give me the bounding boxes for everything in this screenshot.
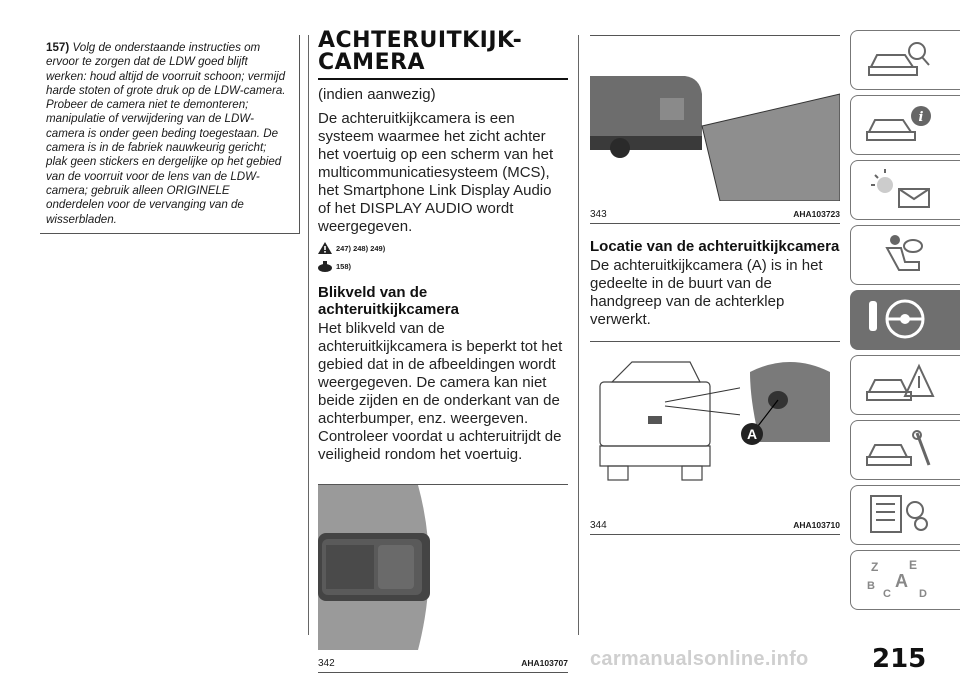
tab-specs-gear[interactable] [850, 485, 960, 545]
svg-text:E: E [909, 558, 918, 572]
tab-car-service[interactable] [850, 420, 960, 480]
fov-diagram-image [318, 485, 568, 650]
page-number: 215 [872, 644, 927, 674]
warning-number: 157) [46, 41, 70, 54]
steering-key-icon [865, 297, 935, 341]
tab-index[interactable] [850, 550, 960, 610]
car-hazard-icon [865, 362, 935, 406]
car-info-icon [865, 102, 935, 146]
rear-view-image [590, 36, 840, 201]
index-letters-icon [865, 557, 935, 601]
callout-label-a: A [746, 426, 758, 442]
warning-triangle-icon [318, 242, 332, 254]
figure-342 [318, 484, 568, 673]
tab-airbag-seat[interactable] [850, 225, 960, 285]
specs-gear-icon [865, 492, 935, 536]
intro-paragraph: De achteruitkijkcamera is een systeem waarmee het zicht achter het voertuig op een scherm van het multicommunicatiesysteem (MCS), het Smartphone Link Display Audio of het DISPLAY AUDIO wordt weergegeven. [318, 110, 554, 235]
location-heading: Locatie van de achteruitkijkcamera [590, 238, 840, 255]
figure-caption: 343 AHA103723 [590, 209, 840, 220]
tab-warning-lights[interactable] [850, 160, 960, 220]
tab-car-search[interactable] [850, 30, 960, 90]
figure-caption: 342 AHA103707 [318, 658, 568, 669]
location-paragraph: De achteruitkijkcamera (A) is in het gedeelte in de buurt van de handgreep van de achterklep verwerkt. [590, 257, 823, 328]
figure-caption: 344 AHA103710 [590, 520, 840, 531]
fov-heading: Blikveld van de achteruitkijkcamera [318, 284, 459, 318]
svg-text:D: D [919, 588, 927, 600]
svg-text:A: A [895, 571, 908, 591]
svg-text:C: C [883, 588, 891, 600]
warning-column [40, 35, 300, 234]
svg-text:Z: Z [871, 560, 879, 574]
main-column [318, 30, 568, 673]
tab-steering-key[interactable] [850, 290, 960, 350]
watermark: carmanualsonline.info [590, 648, 809, 670]
section-title: ACHTERUITKIJK- CAMERA [318, 30, 568, 80]
tab-car-hazard[interactable] [850, 355, 960, 415]
tab-car-info[interactable] [850, 95, 960, 155]
figure-344 [590, 341, 840, 535]
warning-lights-icon [865, 167, 935, 211]
note-icon [318, 260, 332, 272]
column-divider [578, 35, 579, 635]
svg-text:i: i [918, 110, 924, 125]
right-column [590, 30, 840, 535]
airbag-seat-icon [865, 232, 935, 276]
car-search-icon [865, 37, 935, 81]
camera-location-image [590, 342, 840, 512]
figure-343 [590, 35, 840, 224]
fov-paragraph: Het blikveld van de achteruitkijkcamera is beperkt tot het gebied dat in de afbeeldingen wordt weergegeven. De camera kan niet beide zijden en de onderkant van de achterbumper, enz. weergeven. Controleer voordat u achteruitrijdt de veiligheid rondom het voertuig. [318, 320, 563, 463]
warning-refs: 247) 248) 249) [318, 242, 568, 254]
warning-text: Volg de onderstaande instructies om ervoor te zorgen dat de LDW goed blijft werken: houd altijd de voorruit schoon; vermijd harde stoten of grote druk op de LDW-camera. Probeer de camera niet te demonteren; manipulatie of verwijdering van de LDW-camera is onder geen beding toegestaan. De camera is in de fabriek nauwkeurig gericht; plak geen stickers en dergelijke op het gebied van de voorruit voor de lens van de LDW-camera; gebruik alleen ORIGINELE onderdelen voor de vervanging van de wisserbladen. [46, 41, 286, 226]
svg-text:B: B [867, 580, 875, 592]
column-divider [308, 35, 309, 635]
availability-note: (indien aanwezig) [318, 86, 436, 103]
car-service-icon [865, 427, 935, 471]
warning-box [40, 35, 300, 234]
note-refs: 158) [318, 260, 568, 272]
